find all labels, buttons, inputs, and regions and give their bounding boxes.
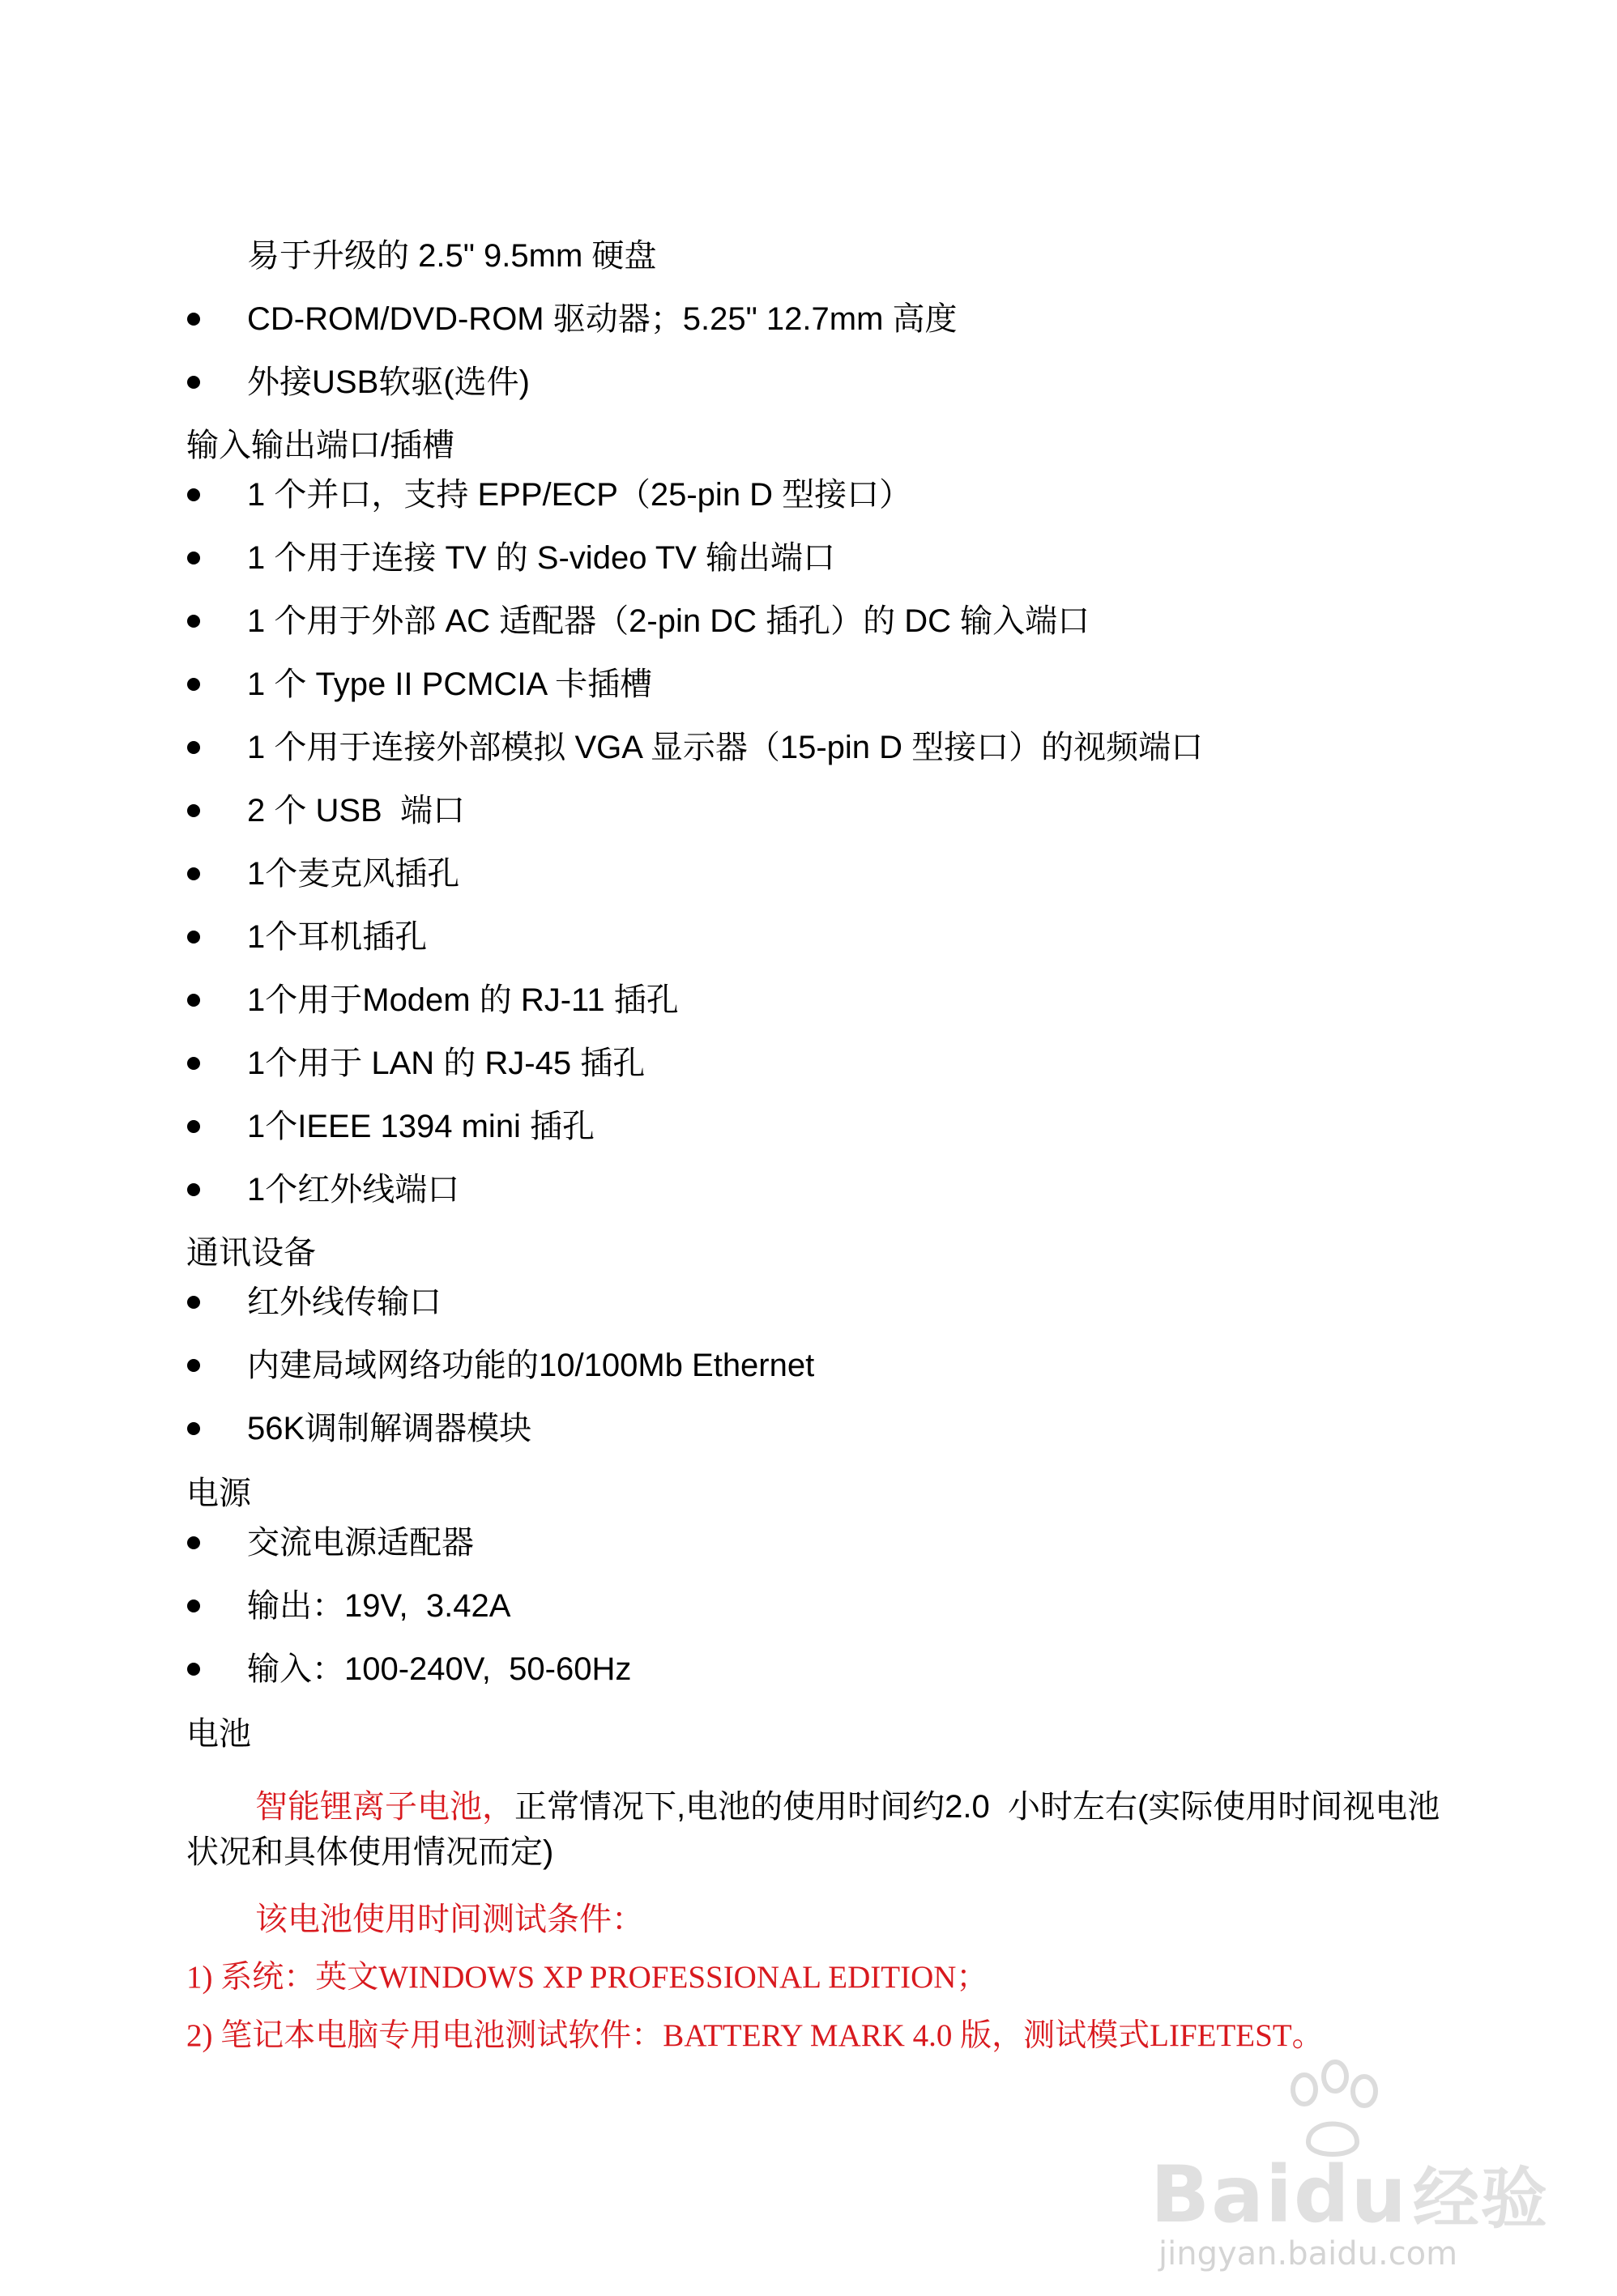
bullet-icon — [187, 994, 200, 1007]
bullet-icon — [187, 1183, 200, 1196]
bullet-icon — [187, 1536, 200, 1549]
watermark-brand-cn: 经验 — [1412, 2161, 1549, 2238]
test-condition: 1) 系统：英文WINDOWS XP PROFESSIONAL EDITION； — [186, 1960, 988, 1995]
list-item — [0, 1104, 1617, 1149]
list-item-text: 1个麦克风插孔 — [247, 856, 460, 892]
test-condition: 2) 笔记本电脑专用电池测试软件：BATTERY MARK 4.0 版，测试模式LIFETEST。 — [186, 2018, 1324, 2053]
list-item-text: 红外线传输口 — [247, 1284, 442, 1320]
section-title-comm: 通讯设备 — [186, 1235, 316, 1271]
bullet-icon — [187, 1422, 200, 1435]
section-title-battery: 电池 — [186, 1716, 251, 1752]
bullet-icon — [187, 1600, 200, 1612]
list-item — [0, 1041, 1617, 1086]
bullet-icon — [187, 931, 200, 944]
list-item-text: 1个用于 LAN 的 RJ-45 插孔 — [247, 1046, 646, 1081]
list-item — [0, 1520, 1617, 1565]
list-item-text: 2 个 USB 端口 — [247, 793, 465, 829]
list-item — [0, 360, 1617, 405]
bullet-icon — [187, 1296, 200, 1309]
list-item — [0, 1583, 1617, 1629]
list-item — [0, 851, 1617, 897]
list-item — [0, 1646, 1617, 1692]
bullet-icon — [187, 376, 200, 389]
list-item-text: 1 个并口，支持 EPP/ECP（25-pin D 型接口） — [247, 477, 912, 513]
list-item — [0, 662, 1617, 707]
list-item-text: 外接USB软驱(选件) — [247, 364, 530, 400]
list-item-text: 内建局域网络功能的10/100Mb Ethernet — [247, 1348, 815, 1383]
test-conditions-title: 该电池使用时间测试条件： — [255, 1902, 644, 1937]
battery-paragraph — [186, 1784, 1458, 1875]
list-item-text: 1个红外线端口 — [247, 1172, 460, 1208]
section-title-io: 输入输出端口/插槽 — [186, 428, 455, 463]
list-item — [0, 472, 1617, 518]
battery-type: 智能锂离子电池， — [255, 1789, 514, 1825]
list-item — [0, 978, 1617, 1023]
list-item — [0, 1406, 1617, 1451]
list-item — [0, 914, 1617, 960]
bullet-icon — [187, 615, 200, 628]
list-item-text: 1 个用于连接 TV 的 S-video TV 输出端口 — [247, 540, 836, 576]
battery-description: 正常情况下,电池的使用时间约2.0 小时左右(实际使用时间视电池状况和具体使用情况而定) — [186, 1789, 1440, 1870]
list-item-text: 1个IEEE 1394 mini 插孔 — [247, 1109, 595, 1144]
list-item — [0, 1280, 1617, 1325]
list-item-text: 1 个用于连接外部模拟 VGA 显示器（15-pin D 型接口）的视频端口 — [247, 730, 1204, 765]
bullet-icon — [187, 1120, 200, 1133]
bullet-icon — [187, 741, 200, 754]
list-item — [0, 1343, 1617, 1388]
list-item-text: 56K调制解调器模块 — [247, 1411, 532, 1446]
watermark-brand: Bai — [1150, 2149, 1294, 2240]
section-title-power: 电源 — [186, 1476, 251, 1511]
bullet-icon — [187, 552, 200, 564]
list-item-text: 1 个 Type II PCMCIA 卡插槽 — [247, 667, 653, 702]
watermark-url: jingyan.baidu.com — [1158, 2235, 1458, 2273]
bullet-icon — [187, 1663, 200, 1676]
list-item — [0, 788, 1617, 833]
hdd-line: 易于升级的 2.5" 9.5mm 硬盘 — [247, 238, 657, 274]
list-item — [0, 535, 1617, 581]
bullet-icon — [187, 678, 200, 691]
list-item-text: 输出：19V, 3.42A — [247, 1588, 511, 1624]
list-item-text: CD-ROM/DVD-ROM 驱动器；5.25" 12.7mm 高度 — [247, 301, 958, 337]
bullet-icon — [187, 867, 200, 880]
baidu-watermark — [1150, 2057, 1549, 2273]
bullet-icon — [187, 313, 200, 326]
list-item — [0, 598, 1617, 644]
list-item-text: 1个耳机插孔 — [247, 919, 428, 955]
bullet-icon — [187, 1359, 200, 1372]
bullet-icon — [187, 804, 200, 817]
bullet-icon — [187, 488, 200, 501]
list-item-text: 交流电源适配器 — [247, 1525, 474, 1561]
list-item-text: 输入：100-240V, 50-60Hz — [247, 1651, 632, 1687]
bullet-icon — [187, 1057, 200, 1070]
list-item-text: 1个用于Modem 的 RJ-11 插孔 — [247, 982, 679, 1018]
list-item — [0, 296, 1617, 342]
list-item — [0, 1167, 1617, 1212]
list-item — [0, 725, 1617, 770]
watermark-brand-du: du — [1293, 2149, 1408, 2240]
list-item-text: 1 个用于外部 AC 适配器（2-pin DC 插孔）的 DC 输入端口 — [247, 603, 1090, 639]
